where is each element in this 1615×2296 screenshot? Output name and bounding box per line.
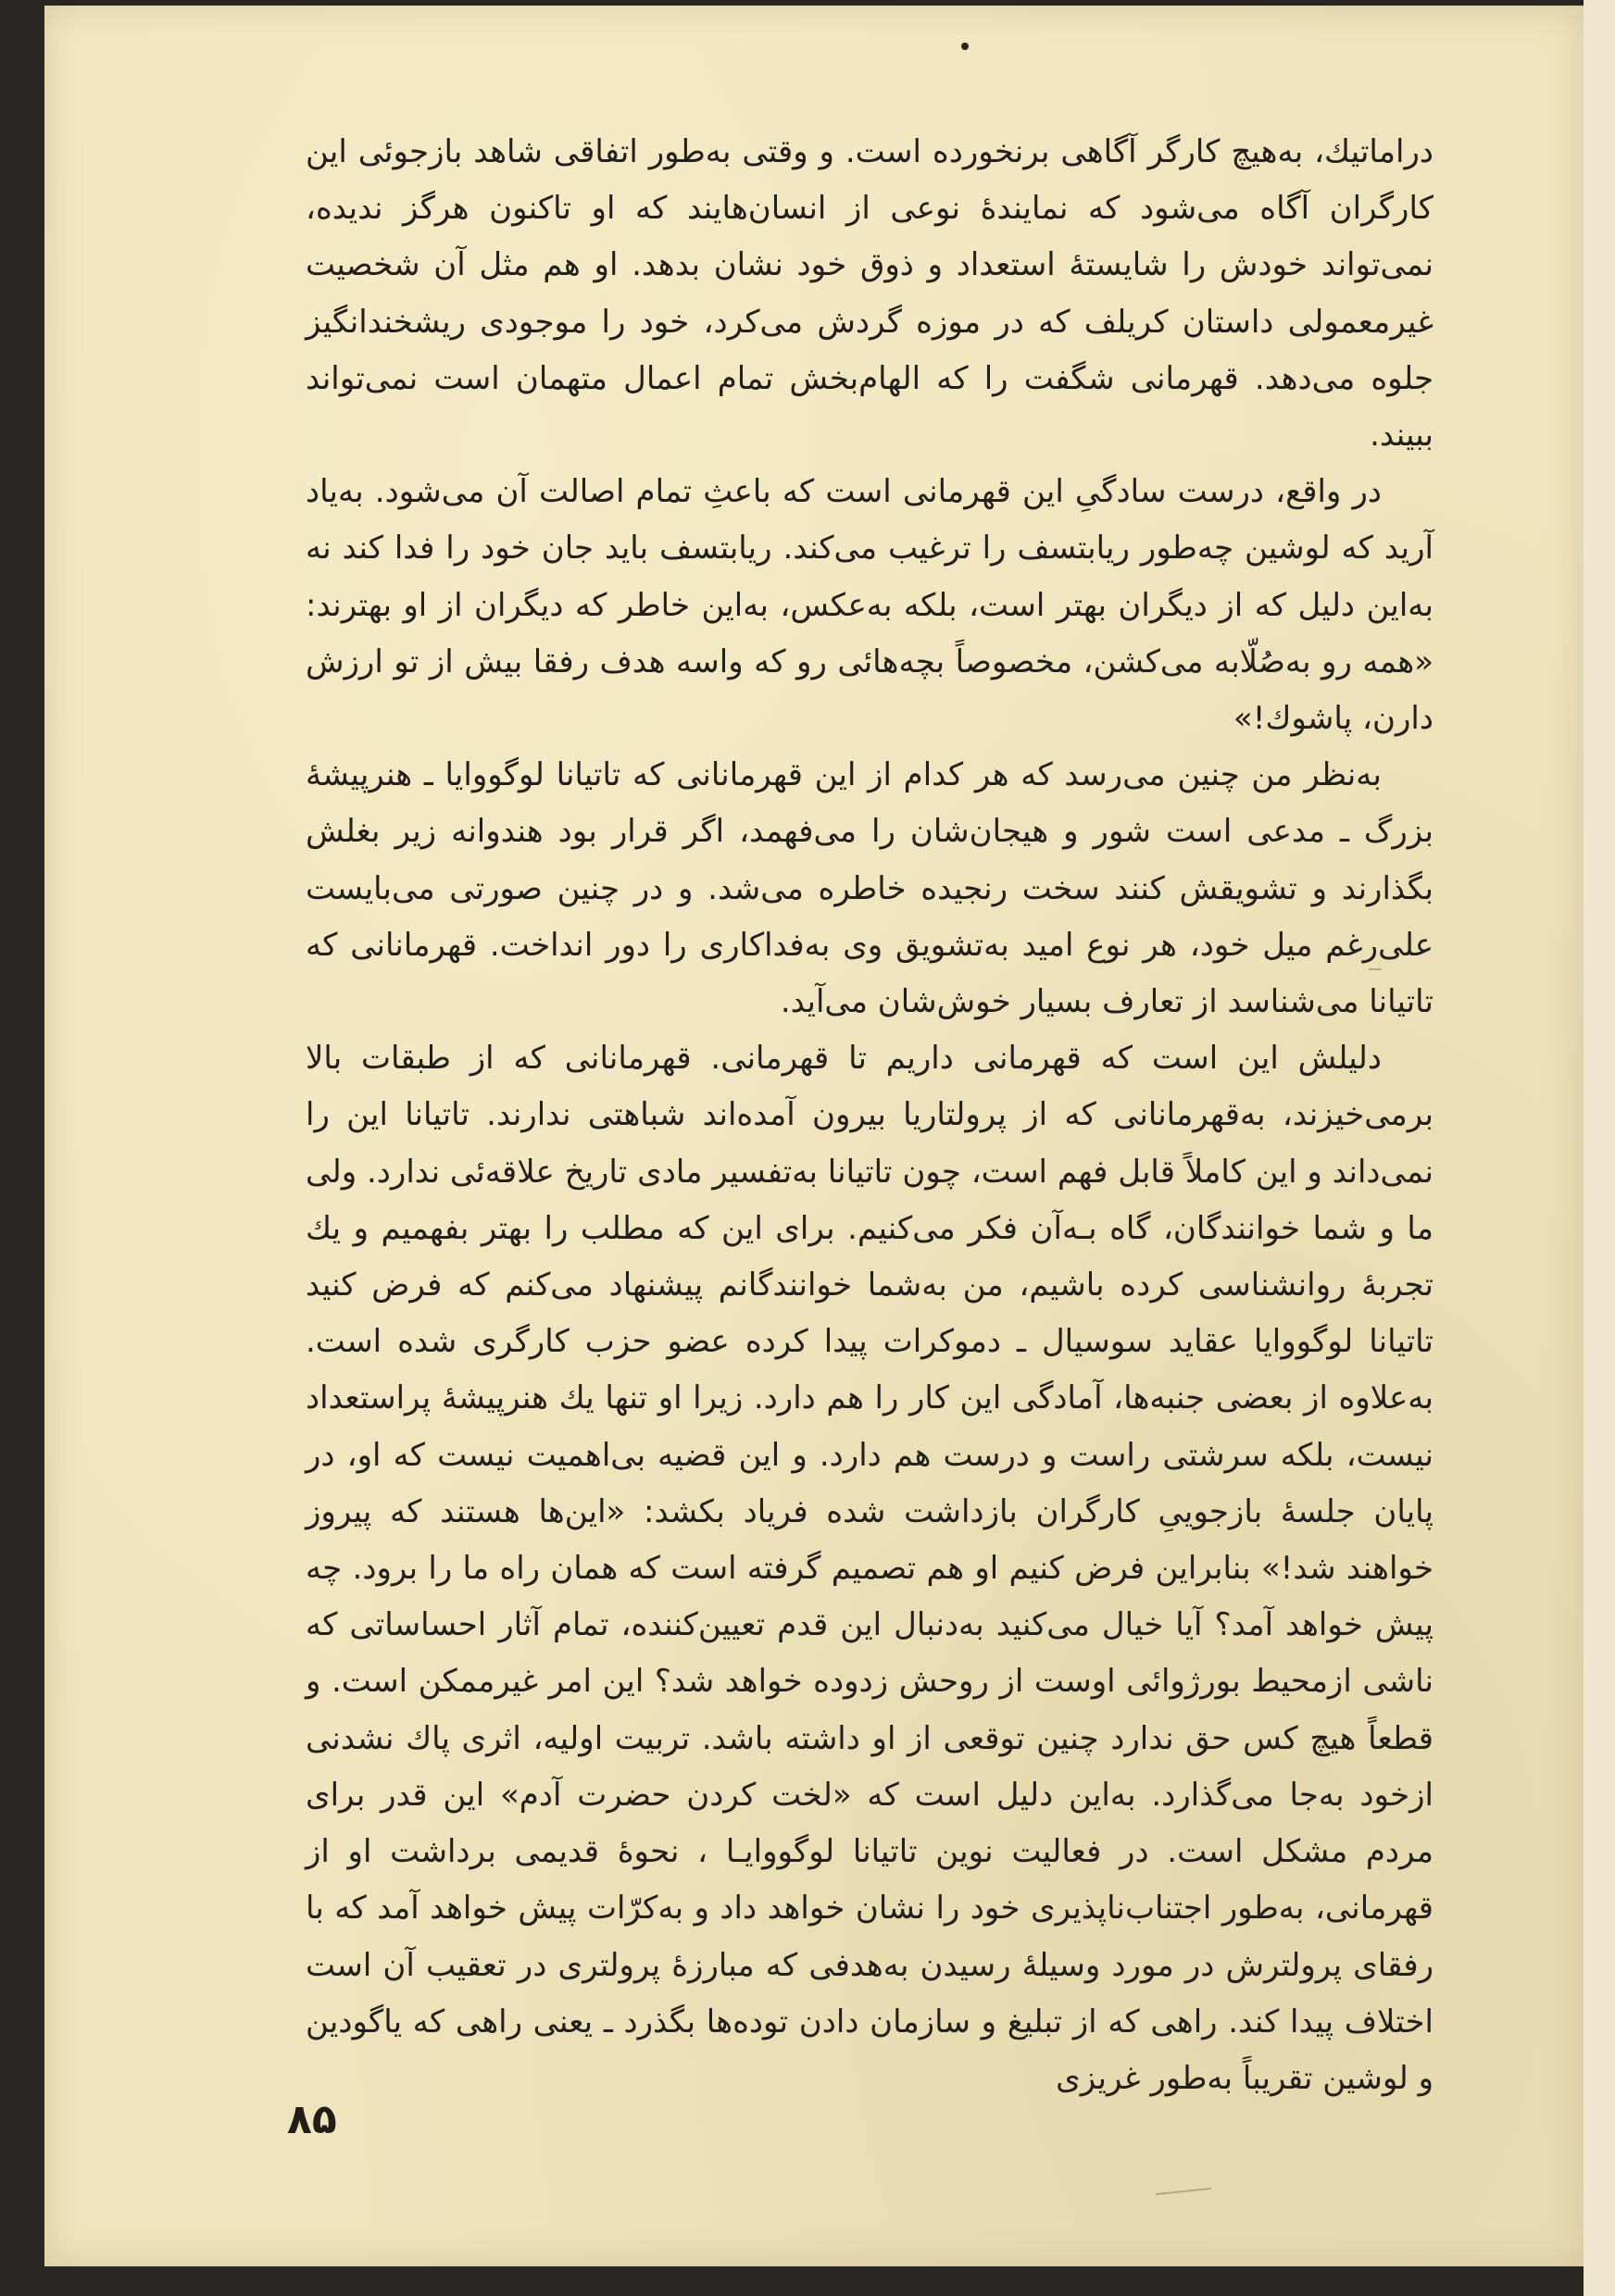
paper-scuff (1369, 968, 1382, 970)
paragraph-2: در واقع، درست سادگیِ این قهرمانی است که باعثِ تمام اصالت آن می‌شود. به‌یاد آرید که لوشین چه‌طور ریابتسف را ترغیب می‌کند. ریابتسف باید جان خود را فدا کند نه به‌این دلیل که از دیگران بهتر است، بلکه به‌عکس، به‌این خاطر که دیگران از او بهترند: «همه رو به‌صُلّابه می‌کشن، مخصوصاً بچه‌هائی رو که واسه هدف رفقا بیش از تو ارزش دارن، پاشوك!» (306, 473, 1433, 738)
book-page (44, 6, 1584, 2266)
scan-margin (1584, 0, 1615, 2296)
page-number: ۸۵ (287, 2096, 337, 2143)
top-ink-mark (961, 43, 969, 50)
body-text (306, 124, 1433, 2107)
paper-scuff (1156, 2188, 1211, 2195)
paragraph-1: دراماتیك، به‌هیچ کارگر آگاهی برنخورده است. و وقتی به‌طور اتفاقی شاهد بازجوئی این کارگران آگاه می‌شود که نمایندهٔ نوعی از انسان‌هایند که او تاکنون هرگز ندیده، نمی‌تواند خودش را شایستهٔ استعداد و ذوق خود نشان بدهد. او هم مثل آن شخصیت غیرمعمولی داستان کریلف که در موزه گردش می‌کرد، خود را موجودی ریشخندانگیز جلوه می‌دهد. قهرمانی شگفت را که الهام‌بخش تمام اعمال متهمان است نمی‌تواند ببیند. (306, 133, 1433, 455)
paragraph-3: به‌نظر من چنین می‌رسد که هر کدام از این قهرمانانی که تاتیانا لوگووایا ـ هنرپیشهٔ بزرگ ـ مدعی است شور و هیجان‌شان را می‌فهمد، اگر قرار بود هندوانه زیر بغلش بگذارند و تشویقش کنند سخت رنجیده خاطره می‌شد. و در چنین صورتی می‌بایست علی‌رغم میل خود، هر نوع امید به‌تشویق وی به‌فداکاری را دور انداخت. قهرمانانی که تاتیانا می‌شناسد از تعارف بسیار خوش‌شان می‌آید. (306, 756, 1433, 1021)
paragraph-4: دلیلش این است که قهرمانی داریم تا قهرمانی. قهرمانانی که از طبقات بالا برمی‌خیزند، به‌قهرمانانی که از پرولتاریا بیرون آمده‌اند شباهتی ندارند. تاتیانا این را نمی‌داند و این کاملاً قابل فهم است، چون تاتیانا به‌تفسیر مادی تاریخ علاقه‌ئی ندارد. ولی ما و شما خوانندگان، گاه بـه‌آن فکر می‌کنیم. برای این که مطلب را بهتر بفهمیم و یك تجربهٔ روانشناسی کرده باشیم، من به‌شما خوانندگانم پیشنهاد می‌کنم که فرض کنید تاتیانا لوگووایا عقاید سوسیال ـ دموکرات پیدا کرده عضو حزب کارگری شده است. به‌علاوه از بعضی جنبه‌ها، آمادگی این کار را هم دارد. زیرا او تنها یك هنرپیشهٔ پراستعداد نیست، بلکه سرشتی راست و درست هم دارد. و این قضیه بی‌اهمیت نیست که او، در پایان جلسهٔ بازجوییِ کارگران بازداشت شده فریاد بکشد: «این‌ها هستند که پیروز خواهند شد!» بنابراین فرض کنیم او هم تصمیم گرفته است که همان راه ما را برود. چه پیش خواهد آمد؟ آیا خیال می‌کنید به‌دنبال این قدم تعیین‌کننده، تمام آثار احساساتی که ناشی ازمحیط بورژوائی اوست از روحش زدوده خواهد شد؟ این امر غیرممکن است. و قطعاً هیچ کس حق ندارد چنین توقعی از او داشته باشد. تربیت اولیه، اثری پاك نشدنی ازخود به‌جا می‌گذارد. به‌این دلیل است که «لخت کردن حضرت آدم» این قدر برای مردم مشکل است. در فعالیت نوین تاتیانا لوگووایـا ، نحوهٔ قدیمی برداشت او از قهرمانی، به‌طور اجتناب‌ناپذیری خود را نشان خواهد داد و به‌کرّات پیش خواهد آمد که با رفقای پرولترش در مورد وسیلهٔ رسیدن به‌هدفی که مبارزهٔ پرولتری در تعقیب آن است اختلاف پیدا کند. راهی که از تبلیغ و سازمان دادن توده‌ها بگذرد ـ یعنی راهی که یاگودین و لوشین تقریباً به‌طور غریزی (306, 1040, 1433, 2097)
